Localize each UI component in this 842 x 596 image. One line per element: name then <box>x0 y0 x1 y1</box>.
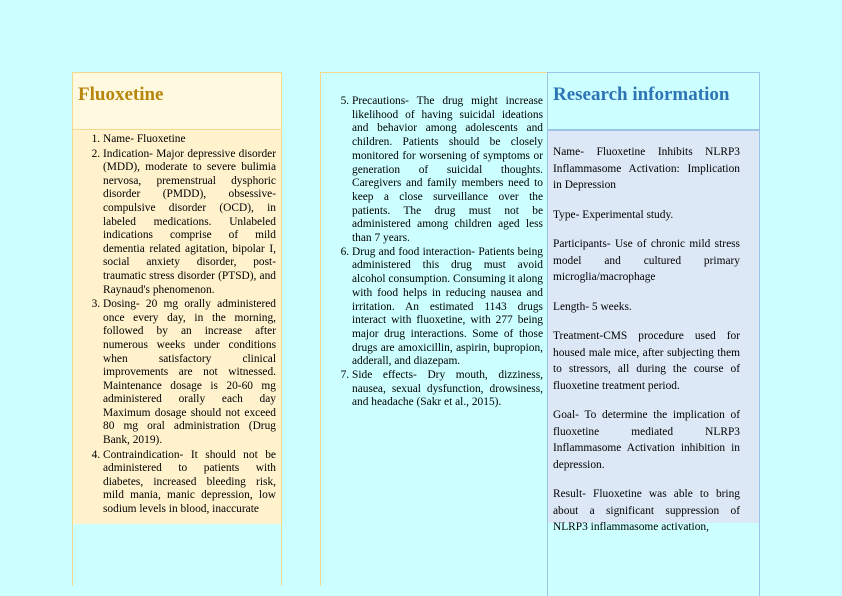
research-length: Length- 5 weeks. <box>553 300 632 313</box>
list-item-dosing: 3. Dosing- 20 mg orally administered once every day, in the morning, followed by an increase after numerous weeks under conditions when satisfactory clinical improvements are not witnessed. Maintenance dosage is 20-60 mg administered orally each day Maximum dosage should not exceed 80 mg oral administration (Drug Bank, 2019). <box>103 298 276 448</box>
fluoxetine-list <box>73 130 281 517</box>
research-title: Research information <box>553 84 730 105</box>
research-panel <box>547 72 760 596</box>
list-item-precautions: 5. Precautions- The drug might increase likelihood of having suicidal ideations and behavior among adolescents and children. Patients should be closely monitored for worsening of symptoms or generation of suicidal thoughts. Caregivers and family members need to keep a close surveillance over the patients. The drug must not be administered among children aged less than 7 years. <box>352 95 543 246</box>
research-participants: Participants- Use of chronic mild stress model and cultured primary microglia/macrophage <box>553 238 740 283</box>
research-content <box>553 144 740 549</box>
research-header <box>548 73 759 131</box>
fluoxetine-panel <box>72 72 282 586</box>
fluoxetine-body <box>73 130 281 524</box>
list-item-name: 1. Name- Fluoxetine <box>103 133 276 147</box>
list-item-side-effects: 7. Side effects- Dry mouth, dizziness, nausea, sexual dysfunction, drowsiness, and headache (Sakr et al., 2015). <box>352 369 543 410</box>
fluoxetine-title: Fluoxetine <box>78 84 164 105</box>
list-item-interactions: 6. Drug and food interaction- Patients being administered this drug must avoid alcohol consumption. Consuming it along with food helps in reducing nausea and irritation. An estimated 1143 drugs interact with fluoxetine, with 277 being major drug interactions. Some of those drugs are amoxicillin, aspirin, bupropion, adderall, and diazepam. <box>352 246 543 369</box>
research-treatment: Treatment-CMS procedure used for housed male mice, after subjecting them to stressors, all during the course of fluoxetine treatment period. <box>553 330 740 392</box>
research-goal: Goal- To determine the implication of fluoxetine mediated NLRP3 Inflammasome Activation inhibition in depression. <box>553 409 740 471</box>
research-type: Type- Experimental study. <box>553 208 674 221</box>
list-item-contraindication: 4. Contraindication- It should not be administered to patients with diabetes, increased bleeding risk, mild mania, manic depression, low sodium levels in blood, inaccurate <box>103 449 276 517</box>
details-panel <box>320 72 548 586</box>
research-name: Name- Fluoxetine Inhibits NLRP3 Inflammasome Activation: Implication in Depression <box>553 146 740 191</box>
fluoxetine-header <box>73 73 281 130</box>
research-result: Result- Fluoxetine was able to bring about a significant suppression of NLRP3 inflammasome activation, <box>553 488 740 533</box>
details-list <box>321 73 548 410</box>
list-item-indication: 2. Indication- Major depressive disorder (MDD), moderate to severe bulimia nervosa, premenstrual dysphoric disorder (PMDD), obsessive-compulsive disorder (OCD), in labeled medications. Unlabeled indications comprise of mild dementia related agitation, bipolar I, social anxiety disorder, post-traumatic stress disorder (PTSD), and Raynaud's phenomenon. <box>103 148 276 298</box>
